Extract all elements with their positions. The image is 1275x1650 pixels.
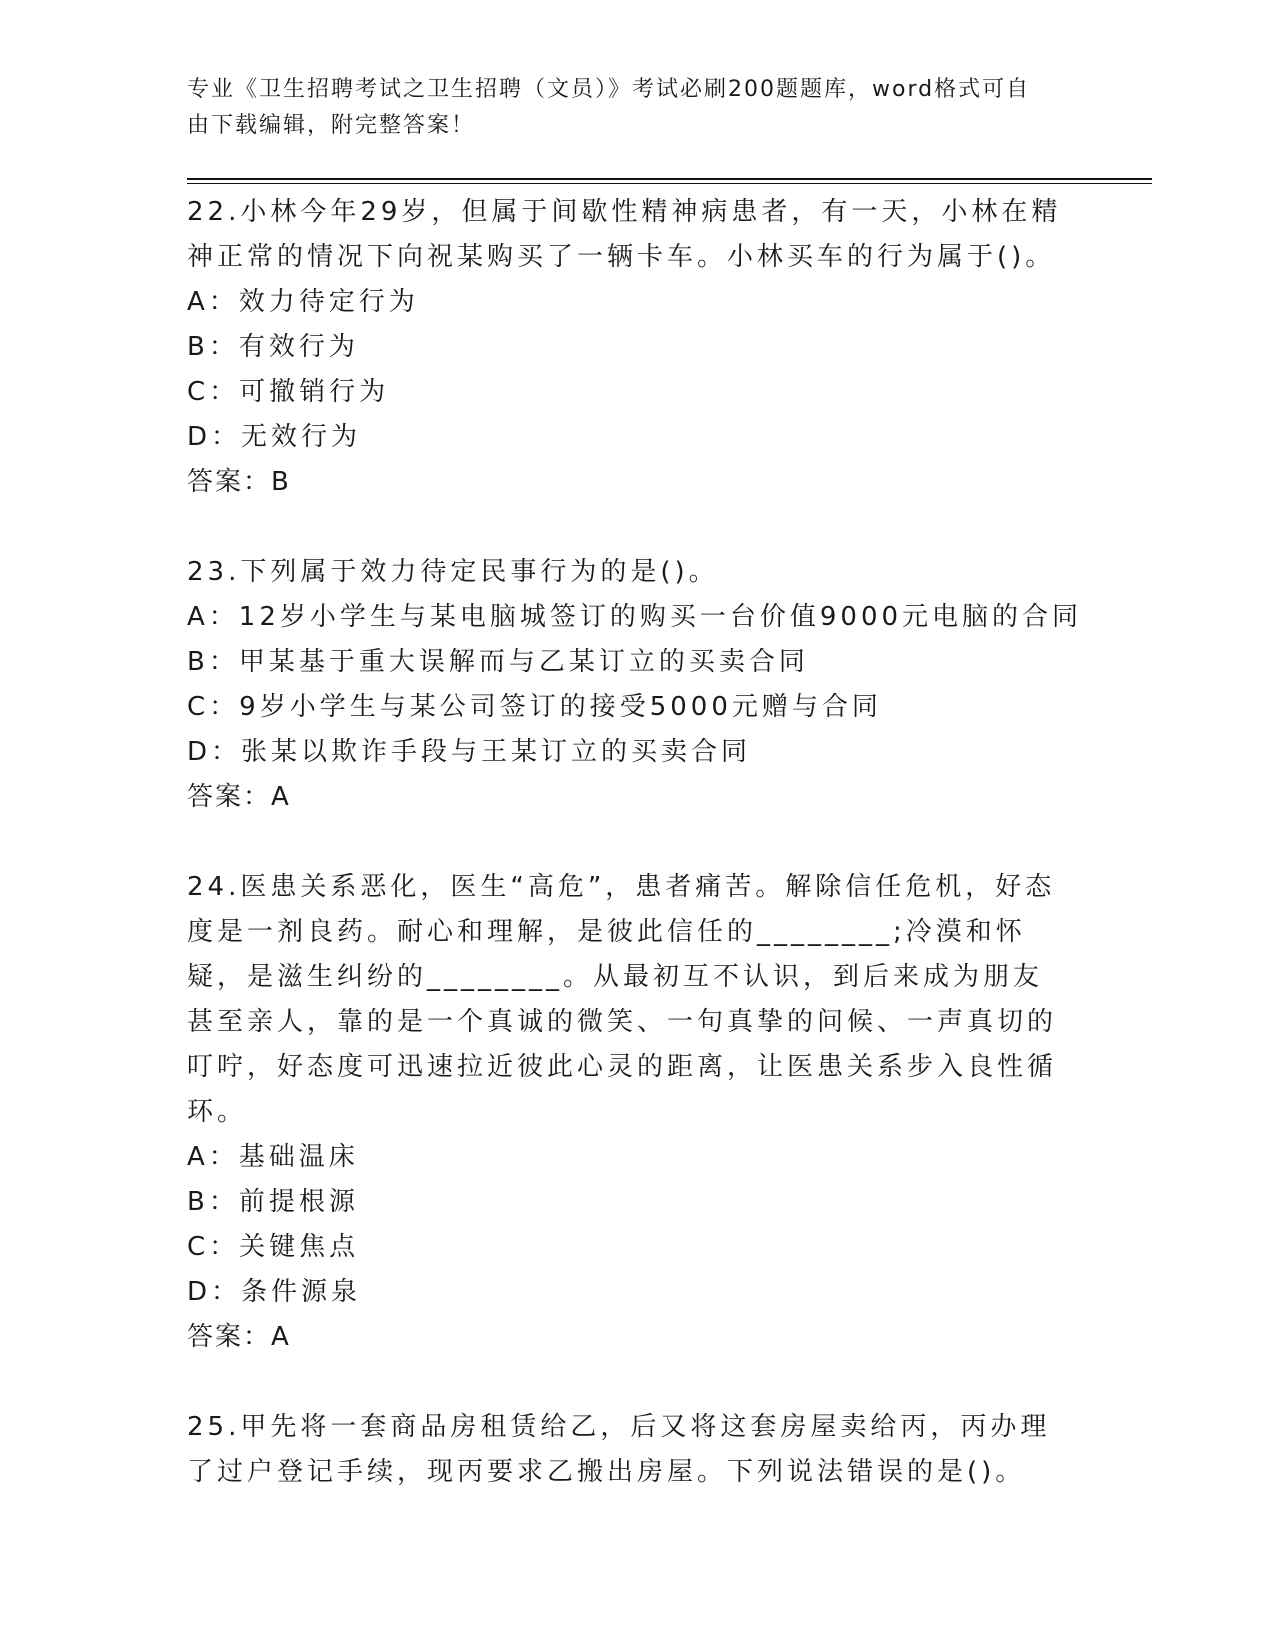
option-c: C：可撤销行为 (187, 377, 390, 407)
question-list (187, 190, 1083, 1540)
header-divider-thin (187, 183, 1152, 184)
question-24 (187, 865, 1067, 1360)
question-22 (187, 190, 1067, 505)
option-d: D：条件源泉 (187, 1277, 362, 1307)
answer-label: 答案：A (187, 1322, 291, 1352)
option-a: A：12岁小学生与某电脑城签订的购买一台价值9000元电脑的合同 (187, 602, 1083, 632)
header-divider-thick (187, 178, 1152, 180)
option-c: C：关键焦点 (187, 1232, 360, 1262)
option-d: D：无效行为 (187, 422, 362, 452)
answer-label: 答案：B (187, 467, 291, 497)
question-25 (187, 1405, 1067, 1495)
option-c: C：9岁小学生与某公司签订的接受5000元赠与合同 (187, 692, 882, 722)
question-stem: 24.医患关系恶化，医生“高危”，患者痛苦。解除信任危机，好态度是一剂良药。耐心和理解，是彼此信任的________;冷漠和怀疑，是滋生纠纷的________。从最初互不认识，到后来成为朋友甚至亲人，靠的是一个真诚的微笑、一句真挚的问候、一声真切的叮咛，好态度可迅速拉近彼此心灵的距离，让医患关系步入良性循环。 (187, 872, 1058, 1127)
option-b: B：有效行为 (187, 332, 359, 362)
header-line-2: 由下载编辑，附完整答案！ (187, 113, 476, 138)
header-line-1: 专业《卫生招聘考试之卫生招聘（文员）》考试必刷200题题库，word格式可自 (187, 77, 1031, 102)
question-stem: 22.小林今年29岁，但属于间歇性精神病患者，有一天，小林在精神正常的情况下向祝某购买了一辆卡车。小林买车的行为属于()。 (187, 197, 1062, 272)
option-b: B：前提根源 (187, 1187, 359, 1217)
document-header (187, 72, 1067, 144)
question-stem: 23.下列属于效力待定民事行为的是()。 (187, 557, 719, 587)
option-a: A：基础温床 (187, 1142, 359, 1172)
option-d: D：张某以欺诈手段与王某订立的买卖合同 (187, 737, 752, 767)
answer-label: 答案：A (187, 782, 291, 812)
option-b: B：甲某基于重大误解而与乙某订立的买卖合同 (187, 647, 809, 677)
question-stem: 25.甲先将一套商品房租赁给乙，后又将这套房屋卖给丙，丙办理了过户登记手续，现丙要求乙搬出房屋。下列说法错误的是()。 (187, 1412, 1051, 1487)
option-a: A：效力待定行为 (187, 287, 419, 317)
question-23 (187, 550, 1083, 820)
